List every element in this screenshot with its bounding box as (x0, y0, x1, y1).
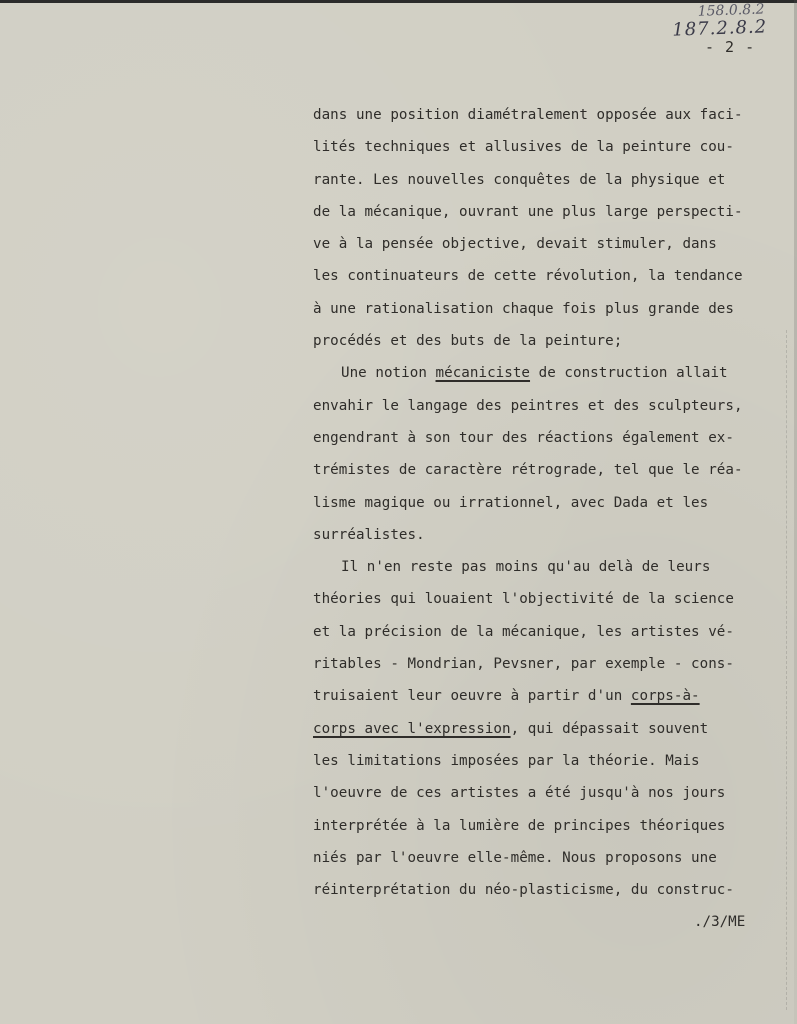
body-text (313, 99, 793, 906)
text-line: et la précision de la mécanique, les artistes vé- (313, 623, 734, 640)
text-line: ritables - Mondrian, Pevsner, par exemple - cons- (313, 656, 734, 673)
archive-reference (671, 0, 767, 39)
text-line: les limitations imposées par la théorie. Mais (313, 752, 700, 769)
text-line: niés par l'oeuvre elle-même. Nous proposons une (313, 849, 717, 866)
text-line: ve à la pensée objective, devait stimuler, dans (313, 236, 717, 253)
text-line (313, 357, 793, 389)
underlined-term: corps avec l'expression (313, 720, 511, 737)
archive-reference-line-2: 187.2.8.2 (671, 16, 768, 41)
text-line: lisme magique ou irrationnel, avec Dada et les (313, 494, 709, 511)
text-line: à une rationalisation chaque fois plus grande des (313, 300, 734, 317)
text-line: procédés et des buts de la peinture; (313, 333, 623, 350)
text-line: théories qui louaient l'objectivité de la science (313, 591, 734, 608)
text-line: surréalistes. (313, 526, 425, 543)
underlined-term: mécaniciste (435, 365, 531, 382)
continuation-note: ./3/ME (694, 914, 746, 930)
text-line: de la mécanique, ouvrant une plus large perspecti- (313, 203, 743, 220)
page-number: - 2 - (705, 38, 756, 56)
text-line: dans une position diamétralement opposée aux faci- (313, 107, 743, 123)
underlined-term: corps-à- (630, 688, 700, 705)
text-line (313, 713, 793, 745)
text-line: lités techniques et allusives de la peinture cou- (313, 139, 734, 156)
archive-reference-line-1: 158.0.8.2 (697, 1, 765, 20)
text-line: l'oeuvre de ces artistes a été jusqu'à nos jours (313, 785, 726, 802)
text-line: les continuateurs de cette révolution, la tendance (313, 268, 743, 285)
text-segment: Une notion (341, 365, 436, 382)
text-line (313, 680, 793, 712)
text-line: envahir le langage des peintres et des sculpteurs, (313, 397, 743, 414)
text-line: réinterprétation du néo-plasticisme, du construc- (313, 882, 734, 899)
text-line: Il n'en reste pas moins qu'au delà de leurs (341, 559, 711, 576)
text-segment: truisaient leur oeuvre à partir d'un (313, 688, 631, 705)
text-line: engendrant à son tour des réactions également ex- (313, 429, 734, 446)
text-segment: de construction allait (530, 365, 728, 382)
text-line: trémistes de caractère rétrograde, tel que le réa- (313, 462, 743, 479)
text-line: rante. Les nouvelles conquêtes de la physique et (313, 171, 726, 188)
text-segment: , qui dépassait souvent (510, 720, 709, 737)
text-line: interprétée à la lumière de principes théoriques (313, 817, 726, 834)
